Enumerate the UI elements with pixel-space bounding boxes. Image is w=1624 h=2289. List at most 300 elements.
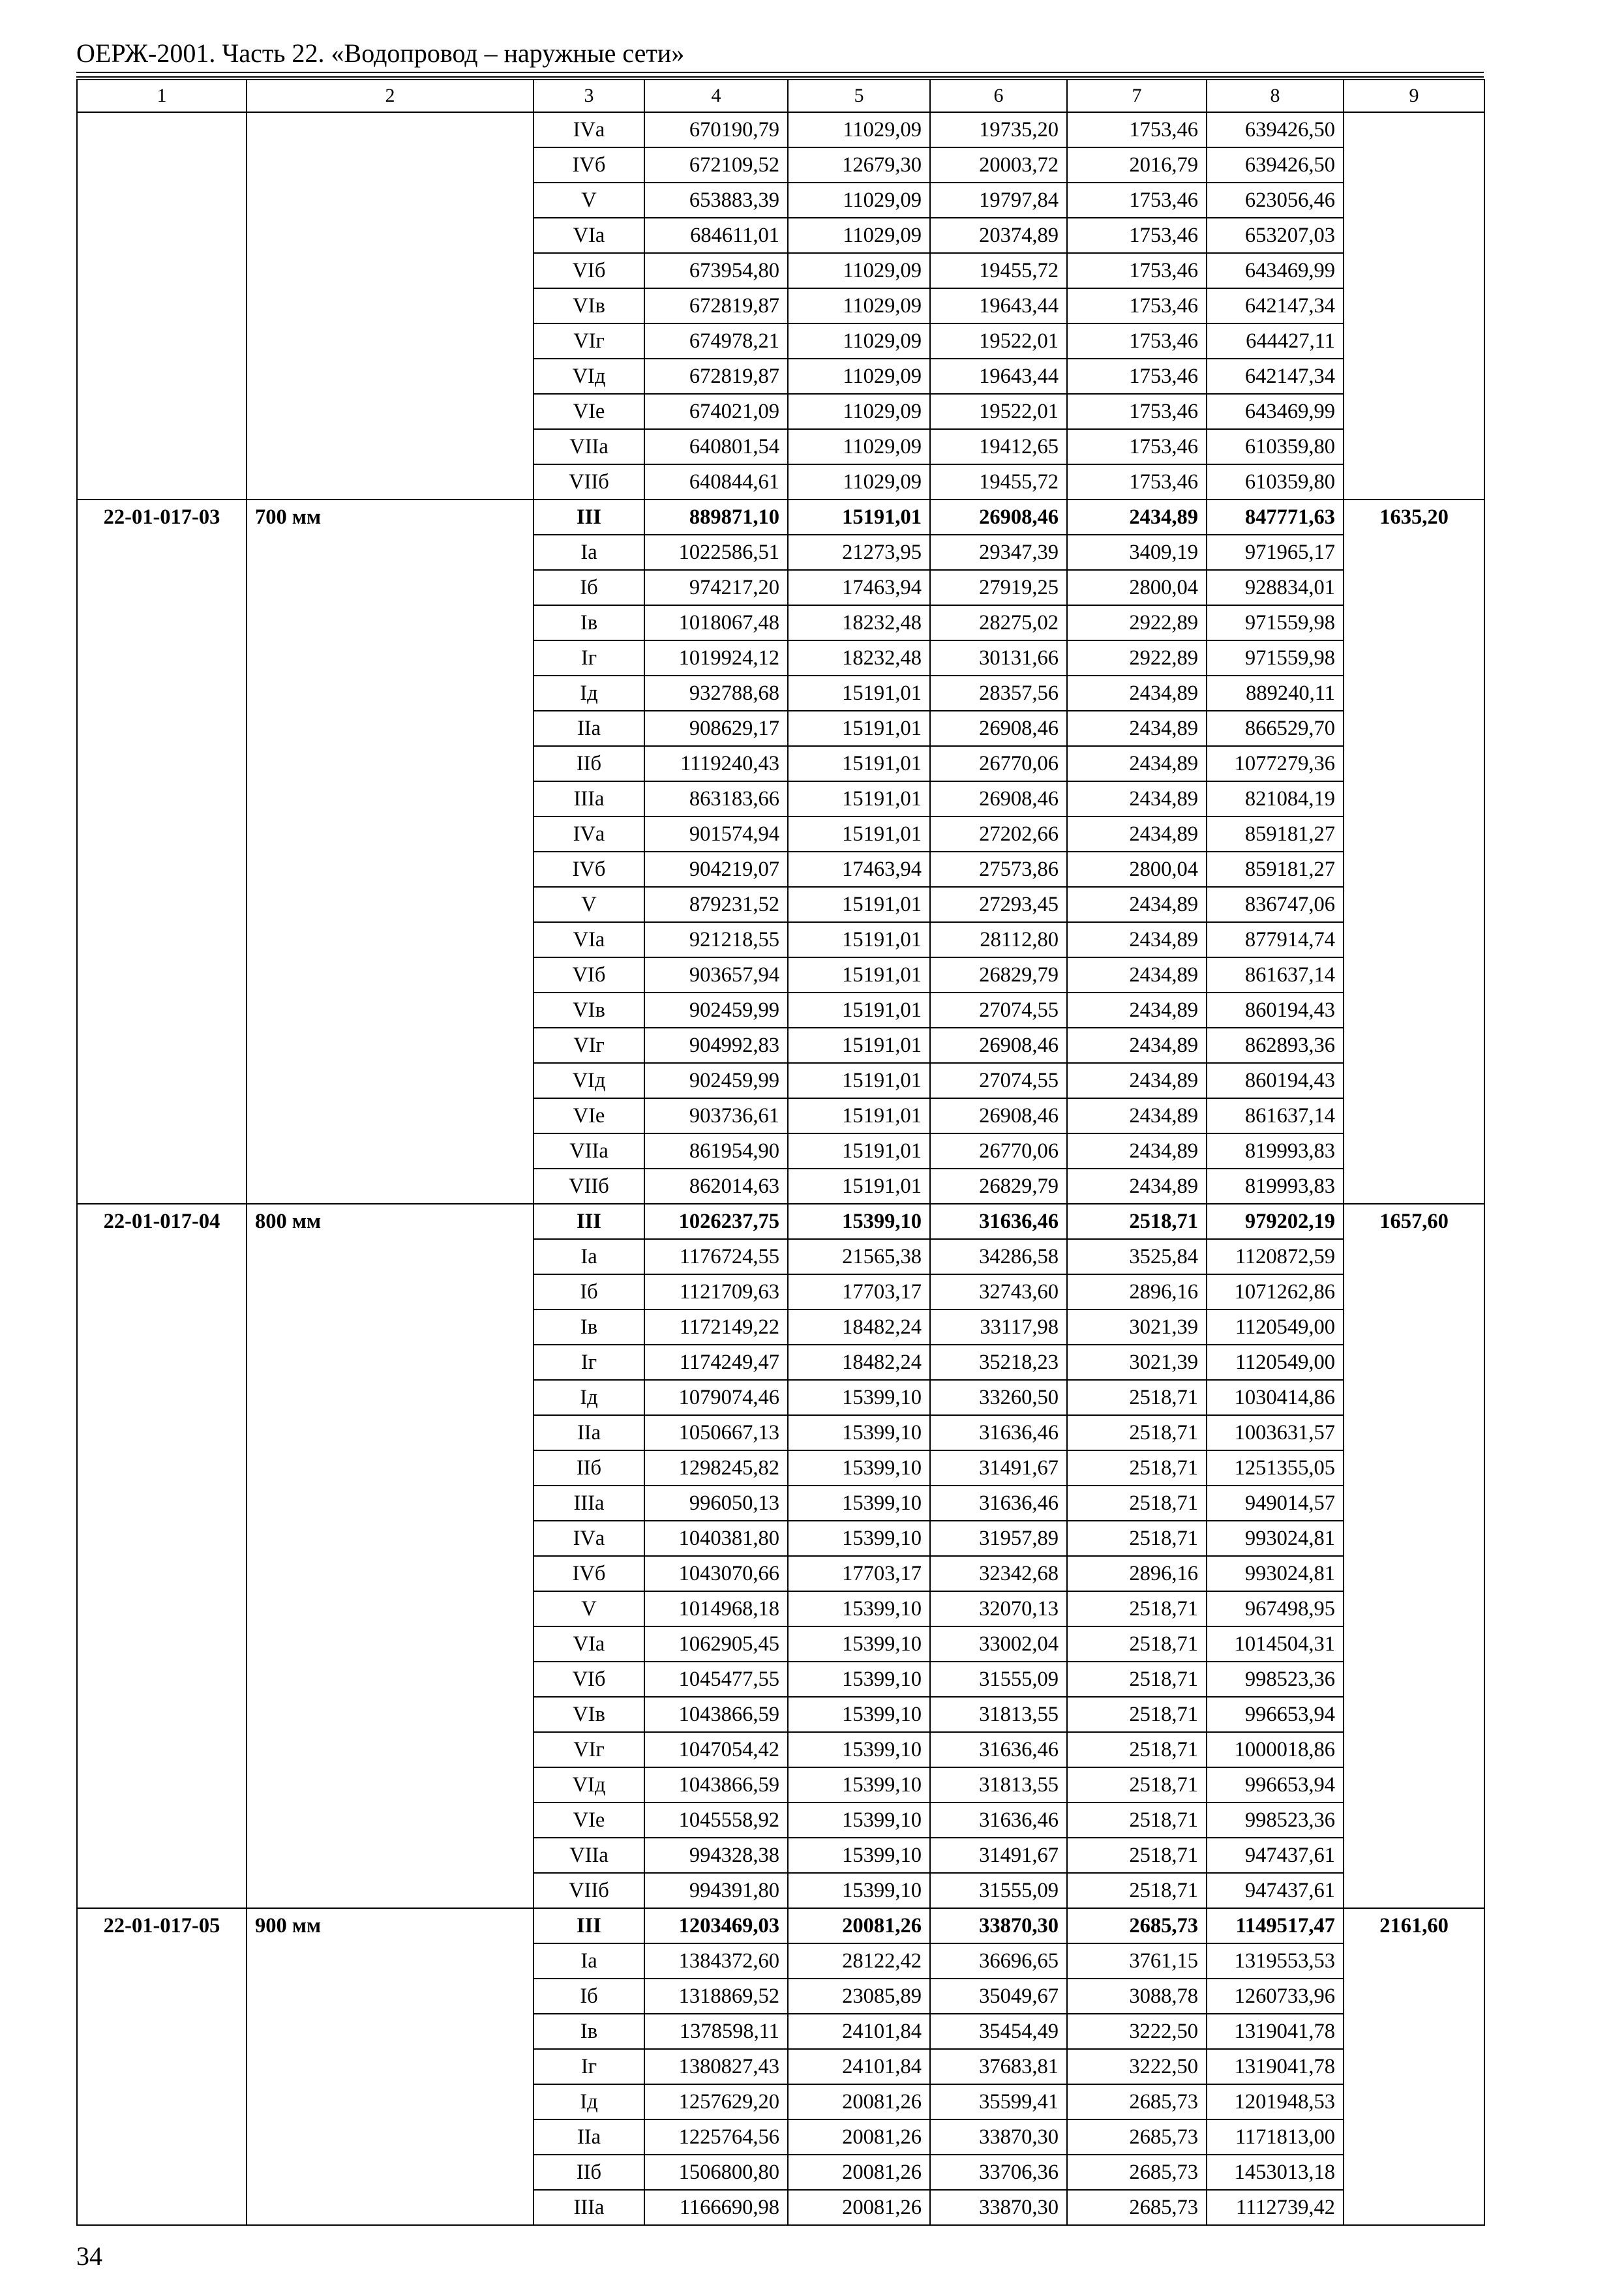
value-cell: 610359,80 — [1207, 429, 1344, 464]
zone-cell: III — [534, 500, 644, 535]
zone-cell: Iа — [534, 535, 644, 570]
column-number-row — [77, 80, 1484, 112]
value-cell: 996653,94 — [1207, 1697, 1344, 1732]
zone-cell: IIб — [534, 1450, 644, 1486]
pipe-diameter-cell: 900 мм — [247, 1908, 534, 2225]
value-cell: 908629,17 — [644, 711, 788, 746]
value-cell: 861637,14 — [1207, 1098, 1344, 1133]
value-cell: 1753,46 — [1067, 359, 1207, 394]
value-cell: 1171813,00 — [1207, 2119, 1344, 2155]
value-cell: 27573,86 — [930, 852, 1067, 887]
value-cell: 889871,10 — [644, 500, 788, 535]
value-cell: 653207,03 — [1207, 218, 1344, 253]
value-cell: 35599,41 — [930, 2084, 1067, 2119]
value-cell: 1453013,18 — [1207, 2155, 1344, 2190]
column-number: 2 — [247, 80, 534, 112]
value-cell: 37683,81 — [930, 2049, 1067, 2084]
value-cell: 1079074,46 — [644, 1380, 788, 1415]
value-cell: 1318869,52 — [644, 1979, 788, 2014]
value-cell: 3409,19 — [1067, 535, 1207, 570]
value-cell: 2434,89 — [1067, 676, 1207, 711]
value-cell: 2685,73 — [1067, 2155, 1207, 2190]
value-cell: 2518,71 — [1067, 1521, 1207, 1556]
value-cell: 2434,89 — [1067, 816, 1207, 852]
zone-cell: Iа — [534, 1239, 644, 1274]
value-cell: 2685,73 — [1067, 1908, 1207, 1943]
value-cell: 20081,26 — [788, 2190, 930, 2225]
value-cell: 836747,06 — [1207, 887, 1344, 922]
value-cell: 36696,65 — [930, 1943, 1067, 1979]
value-cell: 2518,71 — [1067, 1450, 1207, 1486]
zone-cell: Iд — [534, 2084, 644, 2119]
value-cell: 1120872,59 — [1207, 1239, 1344, 1274]
value-cell: 861954,90 — [644, 1133, 788, 1169]
value-cell: 15399,10 — [788, 1838, 930, 1873]
value-cell: 21565,38 — [788, 1239, 930, 1274]
value-cell: 31636,46 — [930, 1415, 1067, 1450]
value-cell: 1026237,75 — [644, 1204, 788, 1239]
value-cell: 15399,10 — [788, 1591, 930, 1626]
value-cell: 1000018,86 — [1207, 1732, 1344, 1767]
zone-cell: Iг — [534, 1345, 644, 1380]
value-cell: 3222,50 — [1067, 2049, 1207, 2084]
value-cell: 15399,10 — [788, 1380, 930, 1415]
value-cell: 979202,19 — [1207, 1204, 1344, 1239]
value-cell: 2518,71 — [1067, 1204, 1207, 1239]
value-cell: 993024,81 — [1207, 1521, 1344, 1556]
value-cell: 18482,24 — [788, 1345, 930, 1380]
value-cell: 1753,46 — [1067, 288, 1207, 323]
zone-cell: VIб — [534, 1662, 644, 1697]
value-cell: 26770,06 — [930, 1133, 1067, 1169]
value-cell: 971965,17 — [1207, 535, 1344, 570]
column-number: 8 — [1207, 80, 1344, 112]
value-cell: 1121709,63 — [644, 1274, 788, 1309]
zone-cell: VIIа — [534, 429, 644, 464]
zone-cell: VIв — [534, 993, 644, 1028]
value-cell: 19522,01 — [930, 394, 1067, 429]
value-cell: 1019924,12 — [644, 640, 788, 676]
value-cell: 27074,55 — [930, 1063, 1067, 1098]
zone-cell: Iв — [534, 2014, 644, 2049]
value-cell: 1120549,00 — [1207, 1345, 1344, 1380]
value-cell: 1014968,18 — [644, 1591, 788, 1626]
value-cell: 17703,17 — [788, 1556, 930, 1591]
value-cell: 903736,61 — [644, 1098, 788, 1133]
value-cell: 1045558,92 — [644, 1803, 788, 1838]
table-row — [77, 1908, 1484, 1943]
header-rule-bottom — [76, 76, 1484, 78]
value-cell: 27202,66 — [930, 816, 1067, 852]
value-cell: 2518,71 — [1067, 1380, 1207, 1415]
value-cell: 11029,09 — [788, 112, 930, 147]
value-cell: 1319041,78 — [1207, 2049, 1344, 2084]
zone-cell: IIа — [534, 1415, 644, 1450]
value-cell: 1077279,36 — [1207, 746, 1344, 781]
value-cell: 673954,80 — [644, 253, 788, 288]
value-cell: 821084,19 — [1207, 781, 1344, 816]
value-cell: 26908,46 — [930, 1098, 1067, 1133]
value-cell: 998523,36 — [1207, 1662, 1344, 1697]
value-cell: 904992,83 — [644, 1028, 788, 1063]
value-cell: 15191,01 — [788, 887, 930, 922]
column-number: 9 — [1344, 80, 1484, 112]
value-cell: 15399,10 — [788, 1767, 930, 1803]
zone-cell: V — [534, 887, 644, 922]
zone-cell: IVа — [534, 1521, 644, 1556]
zone-cell: V — [534, 183, 644, 218]
value-cell: 1319041,78 — [1207, 2014, 1344, 2049]
value-cell: 672819,87 — [644, 359, 788, 394]
zone-cell: Iб — [534, 1979, 644, 2014]
value-cell: 2685,73 — [1067, 2119, 1207, 2155]
value-cell: 1203469,03 — [644, 1908, 788, 1943]
value-cell: 21273,95 — [788, 535, 930, 570]
value-cell: 26908,46 — [930, 1028, 1067, 1063]
value-cell: 2896,16 — [1067, 1556, 1207, 1591]
value-cell: 1003631,57 — [1207, 1415, 1344, 1450]
value-cell: 18482,24 — [788, 1309, 930, 1345]
value-cell: 27919,25 — [930, 570, 1067, 605]
value-cell: 15399,10 — [788, 1697, 930, 1732]
value-cell: 642147,34 — [1207, 288, 1344, 323]
value-cell: 1043866,59 — [644, 1697, 788, 1732]
zone-cell: Iд — [534, 1380, 644, 1415]
zone-cell: VIе — [534, 1098, 644, 1133]
rate-code-cell — [77, 112, 247, 500]
value-cell: 15191,01 — [788, 500, 930, 535]
column-number: 5 — [788, 80, 930, 112]
zone-cell: IIб — [534, 746, 644, 781]
zone-cell: IIIа — [534, 781, 644, 816]
zone-cell: VIIа — [534, 1838, 644, 1873]
value-cell: 15191,01 — [788, 993, 930, 1028]
value-cell: 17703,17 — [788, 1274, 930, 1309]
value-cell: 1753,46 — [1067, 323, 1207, 359]
value-cell: 947437,61 — [1207, 1838, 1344, 1873]
zone-cell: Iг — [534, 2049, 644, 2084]
value-cell: 2434,89 — [1067, 781, 1207, 816]
value-cell: 1172149,22 — [644, 1309, 788, 1345]
value-cell: 1030414,86 — [1207, 1380, 1344, 1415]
value-cell: 2434,89 — [1067, 922, 1207, 957]
value-cell: 15399,10 — [788, 1521, 930, 1556]
value-cell: 11029,09 — [788, 429, 930, 464]
zone-cell: VIг — [534, 323, 644, 359]
value-cell: 15191,01 — [788, 1133, 930, 1169]
value-cell: 610359,80 — [1207, 464, 1344, 500]
value-cell: 15191,01 — [788, 711, 930, 746]
zone-cell: Iб — [534, 1274, 644, 1309]
value-cell: 33002,04 — [930, 1626, 1067, 1662]
zone-cell: III — [534, 1908, 644, 1943]
value-cell: 35218,23 — [930, 1345, 1067, 1380]
zone-cell: IVа — [534, 816, 644, 852]
value-cell: 862893,36 — [1207, 1028, 1344, 1063]
zone-cell: Iб — [534, 570, 644, 605]
value-cell: 11029,09 — [788, 359, 930, 394]
value-cell: 902459,99 — [644, 993, 788, 1028]
value-cell: 26908,46 — [930, 500, 1067, 535]
value-cell: 2800,04 — [1067, 570, 1207, 605]
value-cell: 2896,16 — [1067, 1274, 1207, 1309]
value-cell: 2800,04 — [1067, 852, 1207, 887]
zone-cell: VIб — [534, 253, 644, 288]
value-cell: 1753,46 — [1067, 218, 1207, 253]
value-cell: 15191,01 — [788, 1169, 930, 1204]
value-cell: 15399,10 — [788, 1450, 930, 1486]
value-cell: 670190,79 — [644, 112, 788, 147]
zone-cell: VIв — [534, 1697, 644, 1732]
value-cell: 11029,09 — [788, 183, 930, 218]
value-cell: 2518,71 — [1067, 1591, 1207, 1626]
value-cell: 1251355,05 — [1207, 1450, 1344, 1486]
table-row — [77, 500, 1484, 535]
zone-cell: VIа — [534, 218, 644, 253]
zone-cell: IVб — [534, 147, 644, 183]
zone-cell: IIIа — [534, 1486, 644, 1521]
value-cell: 2434,89 — [1067, 1133, 1207, 1169]
value-cell: 1174249,47 — [644, 1345, 788, 1380]
page-header-title: ОЕРЖ-2001. Часть 22. «Водопровод – наружные сети» — [76, 38, 685, 68]
value-cell: 1384372,60 — [644, 1943, 788, 1979]
column-number: 6 — [930, 80, 1067, 112]
zone-cell: VIв — [534, 288, 644, 323]
value-cell: 1260733,96 — [1207, 1979, 1344, 2014]
value-cell: 2518,71 — [1067, 1415, 1207, 1450]
total-cell — [1344, 112, 1484, 500]
zone-cell: VIг — [534, 1732, 644, 1767]
column-number: 7 — [1067, 80, 1207, 112]
value-cell: 15399,10 — [788, 1662, 930, 1697]
value-cell: 1257629,20 — [644, 2084, 788, 2119]
value-cell: 859181,27 — [1207, 852, 1344, 887]
value-cell: 1043070,66 — [644, 1556, 788, 1591]
rate-code-cell: 22-01-017-04 — [77, 1204, 247, 1908]
value-cell: 1119240,43 — [644, 746, 788, 781]
value-cell: 18232,48 — [788, 605, 930, 640]
value-cell: 2518,71 — [1067, 1838, 1207, 1873]
value-cell: 1753,46 — [1067, 464, 1207, 500]
value-cell: 24101,84 — [788, 2049, 930, 2084]
value-cell: 19455,72 — [930, 253, 1067, 288]
value-cell: 1022586,51 — [644, 535, 788, 570]
value-cell: 901574,94 — [644, 816, 788, 852]
column-number: 4 — [644, 80, 788, 112]
zone-cell: IVа — [534, 112, 644, 147]
rate-code-cell: 22-01-017-03 — [77, 500, 247, 1204]
value-cell: 2685,73 — [1067, 2190, 1207, 2225]
value-cell: 996050,13 — [644, 1486, 788, 1521]
value-cell: 15191,01 — [788, 1063, 930, 1098]
value-cell: 860194,43 — [1207, 993, 1344, 1028]
value-cell: 862014,63 — [644, 1169, 788, 1204]
value-cell: 19412,65 — [930, 429, 1067, 464]
column-number: 3 — [534, 80, 644, 112]
value-cell: 623056,46 — [1207, 183, 1344, 218]
value-cell: 2518,71 — [1067, 1732, 1207, 1767]
value-cell: 2434,89 — [1067, 711, 1207, 746]
value-cell: 2922,89 — [1067, 640, 1207, 676]
value-cell: 26829,79 — [930, 1169, 1067, 1204]
zone-cell: IIб — [534, 2155, 644, 2190]
value-cell: 639426,50 — [1207, 147, 1344, 183]
value-cell: 643469,99 — [1207, 394, 1344, 429]
pipe-diameter-cell — [247, 112, 534, 500]
value-cell: 1062905,45 — [644, 1626, 788, 1662]
value-cell: 1225764,56 — [644, 2119, 788, 2155]
value-cell: 26908,46 — [930, 711, 1067, 746]
value-cell: 994328,38 — [644, 1838, 788, 1873]
value-cell: 902459,99 — [644, 1063, 788, 1098]
value-cell: 15191,01 — [788, 746, 930, 781]
value-cell: 2434,89 — [1067, 500, 1207, 535]
value-cell: 17463,94 — [788, 570, 930, 605]
value-cell: 1319553,53 — [1207, 1943, 1344, 1979]
value-cell: 32743,60 — [930, 1274, 1067, 1309]
value-cell: 3021,39 — [1067, 1345, 1207, 1380]
value-cell: 2922,89 — [1067, 605, 1207, 640]
value-cell: 15399,10 — [788, 1415, 930, 1450]
value-cell: 889240,11 — [1207, 676, 1344, 711]
pipe-diameter-cell: 800 мм — [247, 1204, 534, 1908]
value-cell: 2518,71 — [1067, 1697, 1207, 1732]
zone-cell: VIа — [534, 922, 644, 957]
value-cell: 644427,11 — [1207, 323, 1344, 359]
value-cell: 904219,07 — [644, 852, 788, 887]
value-cell: 19455,72 — [930, 464, 1067, 500]
value-cell: 28275,02 — [930, 605, 1067, 640]
value-cell: 27074,55 — [930, 993, 1067, 1028]
value-cell: 1753,46 — [1067, 253, 1207, 288]
value-cell: 866529,70 — [1207, 711, 1344, 746]
value-cell: 31491,67 — [930, 1838, 1067, 1873]
zone-cell: IIIа — [534, 2190, 644, 2225]
value-cell: 1050667,13 — [644, 1415, 788, 1450]
value-cell: 1043866,59 — [644, 1767, 788, 1803]
zone-cell: VIд — [534, 359, 644, 394]
value-cell: 640801,54 — [644, 429, 788, 464]
value-cell: 12679,30 — [788, 147, 930, 183]
value-cell: 24101,84 — [788, 2014, 930, 2049]
value-cell: 20081,26 — [788, 2119, 930, 2155]
rates-table-body — [77, 80, 1484, 2225]
zone-cell: IVб — [534, 852, 644, 887]
total-cell: 1635,20 — [1344, 500, 1484, 1204]
value-cell: 19797,84 — [930, 183, 1067, 218]
value-cell: 1018067,48 — [644, 605, 788, 640]
value-cell: 11029,09 — [788, 394, 930, 429]
total-cell: 2161,60 — [1344, 1908, 1484, 2225]
pipe-diameter-cell: 700 мм — [247, 500, 534, 1204]
value-cell: 672109,52 — [644, 147, 788, 183]
value-cell: 30131,66 — [930, 640, 1067, 676]
rate-code-cell: 22-01-017-05 — [77, 1908, 247, 2225]
value-cell: 15399,10 — [788, 1626, 930, 1662]
value-cell: 2518,71 — [1067, 1873, 1207, 1908]
value-cell: 994391,80 — [644, 1873, 788, 1908]
zone-cell: VIIб — [534, 1169, 644, 1204]
value-cell: 1753,46 — [1067, 394, 1207, 429]
value-cell: 20081,26 — [788, 2084, 930, 2119]
value-cell: 971559,98 — [1207, 605, 1344, 640]
value-cell: 1149517,47 — [1207, 1908, 1344, 1943]
value-cell: 1753,46 — [1067, 112, 1207, 147]
value-cell: 31636,46 — [930, 1204, 1067, 1239]
value-cell: 15399,10 — [788, 1486, 930, 1521]
value-cell: 2434,89 — [1067, 993, 1207, 1028]
zone-cell: IIа — [534, 2119, 644, 2155]
value-cell: 26829,79 — [930, 957, 1067, 993]
value-cell: 1014504,31 — [1207, 1626, 1344, 1662]
zone-cell: VIб — [534, 957, 644, 993]
zone-cell: VIIб — [534, 464, 644, 500]
value-cell: 1040381,80 — [644, 1521, 788, 1556]
zone-cell: VIа — [534, 1626, 644, 1662]
value-cell: 31636,46 — [930, 1486, 1067, 1521]
value-cell: 15191,01 — [788, 922, 930, 957]
value-cell: 28112,80 — [930, 922, 1067, 957]
value-cell: 23085,89 — [788, 1979, 930, 2014]
value-cell: 971559,98 — [1207, 640, 1344, 676]
value-cell: 3021,39 — [1067, 1309, 1207, 1345]
value-cell: 859181,27 — [1207, 816, 1344, 852]
zone-cell: IIа — [534, 711, 644, 746]
table-row — [77, 112, 1484, 147]
value-cell: 15191,01 — [788, 781, 930, 816]
value-cell: 974217,20 — [644, 570, 788, 605]
value-cell: 31636,46 — [930, 1732, 1067, 1767]
value-cell: 1506800,80 — [644, 2155, 788, 2190]
value-cell: 642147,34 — [1207, 359, 1344, 394]
value-cell: 15399,10 — [788, 1732, 930, 1767]
value-cell: 2518,71 — [1067, 1767, 1207, 1803]
zone-cell: VIд — [534, 1063, 644, 1098]
value-cell: 949014,57 — [1207, 1486, 1344, 1521]
value-cell: 2434,89 — [1067, 887, 1207, 922]
value-cell: 2518,71 — [1067, 1803, 1207, 1838]
value-cell: 2518,71 — [1067, 1626, 1207, 1662]
value-cell: 967498,95 — [1207, 1591, 1344, 1626]
value-cell: 15191,01 — [788, 1028, 930, 1063]
value-cell: 15191,01 — [788, 1098, 930, 1133]
value-cell: 2434,89 — [1067, 957, 1207, 993]
value-cell: 2434,89 — [1067, 1098, 1207, 1133]
zone-cell: VIе — [534, 1803, 644, 1838]
value-cell: 11029,09 — [788, 323, 930, 359]
value-cell: 32070,13 — [930, 1591, 1067, 1626]
value-cell: 15399,10 — [788, 1803, 930, 1838]
zone-cell: VIе — [534, 394, 644, 429]
value-cell: 1166690,98 — [644, 2190, 788, 2225]
value-cell: 2518,71 — [1067, 1662, 1207, 1697]
value-cell: 1201948,53 — [1207, 2084, 1344, 2119]
value-cell: 1120549,00 — [1207, 1309, 1344, 1345]
value-cell: 35454,49 — [930, 2014, 1067, 2049]
value-cell: 15191,01 — [788, 816, 930, 852]
value-cell: 27293,45 — [930, 887, 1067, 922]
zone-cell: Iв — [534, 605, 644, 640]
value-cell: 33706,36 — [930, 2155, 1067, 2190]
value-cell: 18232,48 — [788, 640, 930, 676]
value-cell: 1298245,82 — [644, 1450, 788, 1486]
zone-cell: III — [534, 1204, 644, 1239]
column-number: 1 — [77, 80, 247, 112]
value-cell: 33870,30 — [930, 1908, 1067, 1943]
value-cell: 20003,72 — [930, 147, 1067, 183]
value-cell: 19643,44 — [930, 359, 1067, 394]
value-cell: 640844,61 — [644, 464, 788, 500]
